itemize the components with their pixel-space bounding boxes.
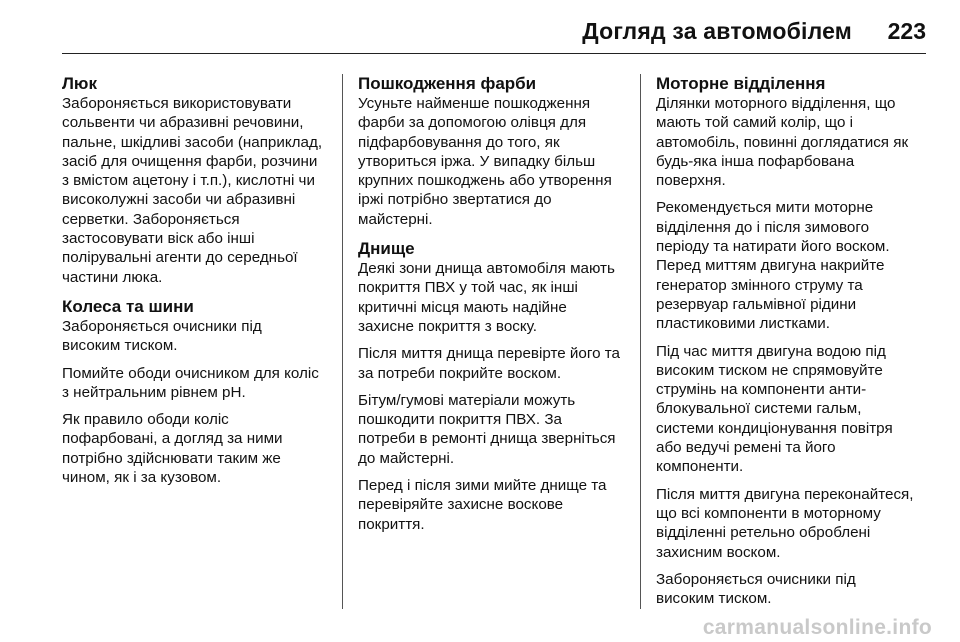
paragraph: Деякі зони днища автомобіля мають покриття ПВХ у той час, як інші критичні місця мають надійне захисне покриття з воску. xyxy=(358,260,615,335)
page-title: Догляд за автомобілем xyxy=(582,18,852,44)
paragraph: Бітум/гумові матеріали можуть пошкодити покриття ПВХ. За потреби в ремонті днища зверніться до майстерні. xyxy=(358,391,616,467)
paragraph: Як правило ободи коліс пофарбовані, а догляд за ними потрібно здійснювати таким же чином, як і за кузовом. xyxy=(62,411,283,487)
paragraph: Після миття днища перевірте його та за потреби покрийте воском. xyxy=(358,345,620,382)
section-underbody xyxy=(358,239,620,534)
section-heading: Колеса та шини xyxy=(62,296,194,316)
column-1 xyxy=(62,74,324,497)
column-divider xyxy=(640,74,641,609)
section-wheels-tyres xyxy=(62,297,324,487)
column-2 xyxy=(358,74,620,544)
section-paint-damage xyxy=(358,74,620,229)
section-heading: Пошкодження фарби xyxy=(358,74,537,93)
paragraph: Ділянки моторного відділення, що мають той самий колір, що і автомобіль, повинні доглядатися як будь-яка інша пофарбована поверхня. xyxy=(656,95,909,190)
section-sunroof xyxy=(62,74,324,287)
column-divider xyxy=(342,74,343,609)
paragraph: Під час миття двигуна водою під високим тиском не спрямовуйте струмінь на компоненти анти-блокувальної системи гальм, системи кондиціонування повітря або ведучі ремені та його компоненти. xyxy=(656,342,893,476)
paragraph: Усуньте найменше пошкодження фарби за допомогою олівця для підфарбовування до того, як утвориться іржа. У випадку більш крупних пошкоджень або утворення іржі потрібно звертатися до майстерні. xyxy=(358,95,612,228)
section-heading: Моторне відділення xyxy=(656,74,826,93)
header-rule xyxy=(62,53,926,54)
page-number: 223 xyxy=(887,18,926,44)
paragraph: Забороняється очисники під високим тиском. xyxy=(62,317,262,355)
section-heading: Люк xyxy=(62,74,97,93)
paragraph: Рекомендується мити моторне відділення до і після зимового періоду та натирати його воском. Перед миттям двигуна накрийте генератор змінного струму та резервуар гальмівної рідини пластиковими листками. xyxy=(656,199,890,333)
paragraph: Після миття двигуна переконайтеся, що всі компоненти в моторному відділенні ретельно оброблені захисним воском. xyxy=(656,485,914,561)
watermark-text: carmanualsonline.info xyxy=(702,616,932,639)
column-3 xyxy=(656,74,918,618)
paragraph: Перед і після зими мийте днище та перевіряйте захисне воскове покриття. xyxy=(358,477,607,533)
paragraph: Забороняється використовувати сольвенти чи абразивні речовини, пальне, шкідливі засоби (наприклад, засіб для очищення фарби, розчини з вмістом ацетону і т.п.), кислотні чи високолужні засоби чи абразивні серветки. Забороняється застосовувати віск або інші полірувальні агенти до середньої частини люка. xyxy=(62,95,323,286)
paragraph: Забороняється очисники під високим тиском. xyxy=(656,570,856,608)
section-engine-compartment xyxy=(656,74,918,608)
section-heading: Днище xyxy=(358,239,415,259)
paragraph: Помийте ободи очисником для коліс з нейтральним рівнем pH. xyxy=(62,364,319,401)
page-header xyxy=(0,0,960,56)
